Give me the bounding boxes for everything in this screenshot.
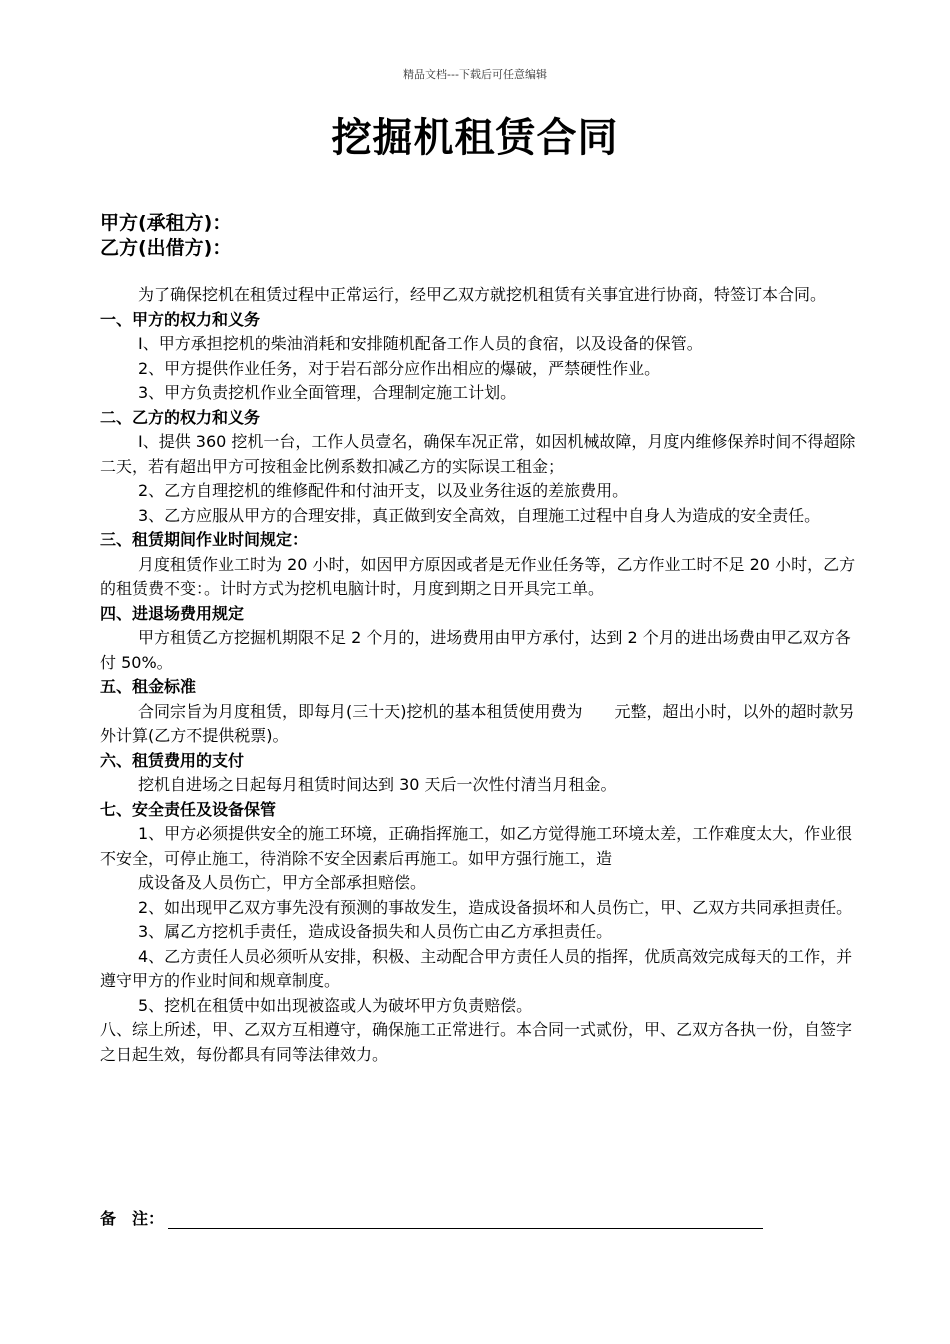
section-2-item-3: 3、乙方应服从甲方的合理安排，真正做到安全高效，自理施工过程中自身人为造成的安全责任。 [138,505,821,525]
section-8-paragraph: 八、综上所述，甲、乙双方互相遵守，确保施工正常进行。本合同一式贰份，甲、乙双方各执一份，自签字之日起生效，每份都具有同等法律效力。 [100,1020,853,1064]
section-1-item-2: 2、甲方提供作业任务，对于岩石部分应作出相应的爆破，严禁硬性作业。 [138,358,661,378]
remark-row [100,1206,763,1229]
section-7-item-4: 4、乙方责任人员必须听从安排，积极、主动配合甲方责任人员的指挥，优质高效完成每天的工作，并遵守甲方的作业时间和规章制度。 [100,946,853,990]
section-7-item-5: 5、挖机在租赁中如出现被盗或人为破坏甲方负责赔偿。 [138,995,533,1015]
section-7-item-3: 3、属乙方挖机手责任，造成设备损失和人员伤亡由乙方承担责任。 [138,922,613,941]
party-a-label: 甲方(承租方)： [100,212,232,234]
document-title: 挖掘机租赁合同 [331,114,619,161]
party-b-label: 乙方(出借方)： [100,237,232,259]
section-7-item-1-continued: 成设备及人员伤亡，甲方全部承担赔偿。 [138,873,427,892]
section-3-heading: 三、租赁期间作业时间规定： [100,530,309,549]
remark-label: 备 注： [100,1209,165,1228]
section-7-item-2: 2、如出现甲乙双方事先没有预测的事故发生，造成设备损坏和人员伤亡，甲、乙双方共同承担责任。 [138,897,853,917]
section-6-item-1: 挖机自进场之日起每月租赁时间达到 30 天后一次性付清当月租金。 [138,775,617,794]
section-1-item-1: Ⅰ、甲方承担挖机的柴油消耗和安排随机配备工作人员的食宿，以及设备的保管。 [138,334,703,353]
section-1-heading: 一、甲方的权力和义务 [100,309,261,329]
section-6-heading: 六、租赁费用的支付 [100,750,245,770]
section-4-item-1: 甲方租赁乙方挖掘机期限不足 2 个月的，进场费用由甲方承付，达到 2 个月的进出场费由甲乙双方各付 50%。 [100,628,851,672]
section-2-heading: 二、乙方的权力和义务 [100,407,261,427]
watermark-text: 精品文档---下载后可任意编辑 [403,68,547,81]
section-7-heading: 七、安全责任及设备保管 [100,799,277,819]
section-1-item-3: 3、甲方负责挖机作业全面管理，合理制定施工计划。 [138,383,517,402]
section-3-item-1: 月度租赁作业工时为 20 小时，如因甲方原因或者是无作业任务等，乙方作业工时不足 20 小时，乙方的租赁费不变：。计时方式为挖机电脑计时，月度到期之日开具完工单。 [100,554,856,598]
section-5-item-1: 合同宗旨为月度租赁，即每月(三十天)挖机的基本租赁使用费为 元整，超出小时，以外的超时款另外计算(乙方不提供税票)。 [100,701,855,745]
section-5-heading: 五、租金标准 [100,677,197,696]
section-4-heading: 四、进退场费用规定 [100,603,245,623]
remark-underline-field[interactable] [168,1212,763,1229]
section-2-item-2: 2、乙方自理挖机的维修配件和付油开支，以及业务往返的差旅费用。 [138,481,629,500]
intro-paragraph: 为了确保挖机在租赁过程中正常运行，经甲乙双方就挖机租赁有关事宜进行协商，特签订本合同。 [138,285,827,304]
section-2-item-1: Ⅰ、提供 360 挖机一台，工作人员壹名，确保车况正常，如因机械故障，月度内维修保养时间不得超除二天，若有超出甲方可按租金比例系数扣减乙方的实际误工租金； [100,432,856,476]
contract-body [100,283,860,1067]
section-7-item-1: 1、甲方必须提供安全的施工环境，正确指挥施工，如乙方觉得施工环境太差，工作难度太大，作业很不安全，可停止施工，待消除不安全因素后再施工。如甲方强行施工，造 [100,824,853,868]
